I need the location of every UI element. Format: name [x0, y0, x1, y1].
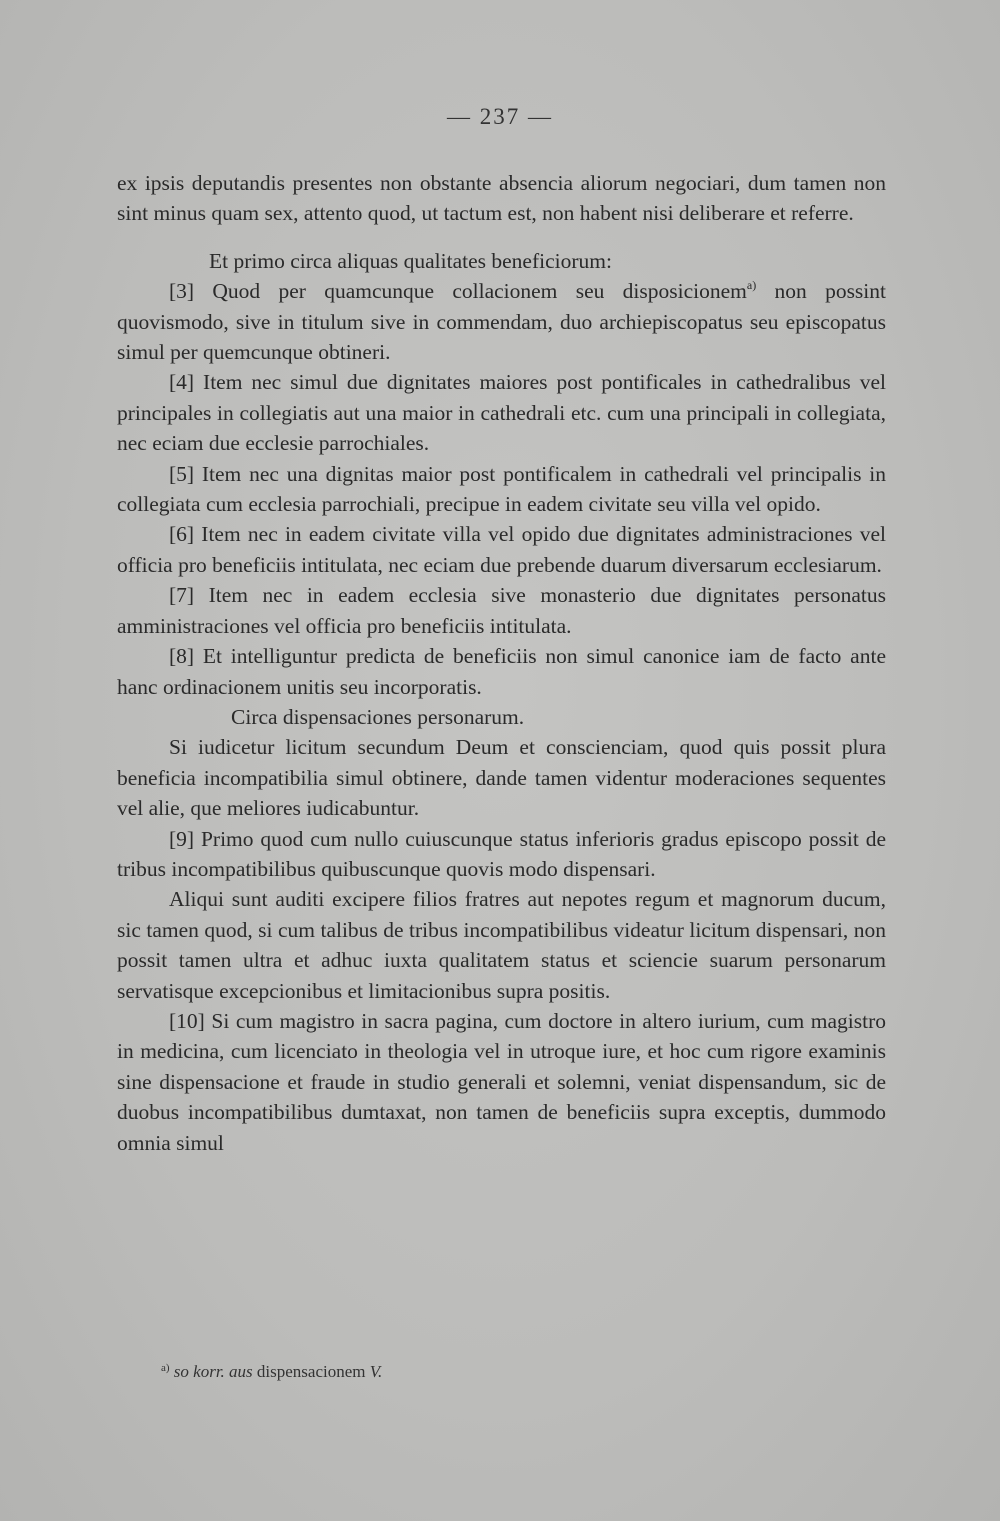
paragraph-7 [117, 580, 886, 641]
paragraph-number: [10] [169, 1008, 205, 1033]
footnote-italic: V. [369, 1362, 383, 1381]
page-number: — 237 — [447, 104, 553, 129]
paragraph-9 [117, 824, 886, 885]
paragraph-text: Primo quod cum nullo cuiuscunque status inferioris gradus episcopo possit de tribus incompatibilibus quibuscunque quovis modo dispensari. [117, 826, 886, 881]
paragraph-text: Item nec simul due dignitates maiores post pontificales in cathedralibus vel principales in collegiatis aut una maior in cathedrali etc. cum una principali in collegiata, nec eciam due ecclesie parrochiales. [117, 370, 886, 456]
section-heading: Circa dispensaciones personarum. [231, 704, 525, 729]
footnote-reference: a) [746, 278, 757, 293]
paragraph-number: [9] [169, 826, 195, 851]
paragraph-number: [8] [169, 644, 195, 669]
paragraph-number: [6] [169, 522, 195, 547]
body-text [117, 168, 886, 1158]
paragraph-text: Si cum magistro in sacra pagina, cum doctore in altero iurium, cum magistro in medicina, cum licenciato in theologia vel in utroque iure, et hoc cum rigore examinis sine dispensacione et fraude in studio generali et solemni, veniat dispensandum, sic de duobus incompatibilibus dumtaxat, non tamen de beneficiis supra exceptis, dummodo omnia simul [117, 1008, 886, 1155]
paragraph-text: non possint quovismodo, sive in titulum sive in commendam, duo archiepiscopatus seu episcopatus simul per quemcunque obtineri. [117, 279, 886, 365]
paragraph-6 [117, 519, 886, 580]
paragraph-text: Item nec in eadem ecclesia sive monasterio due dignitates personatus amministraciones vel officia pro beneficiis intitulata. [117, 583, 886, 638]
paragraph-aliqui: Aliqui sunt auditi excipere filios fratres aut nepotes regum et magnorum ducum, sic tamen quod, si cum talibus de tribus incompatibilibus videatur licitum dispensari, non possit tamen ultra et adhuc iuxta qualitatem status et sciencie suarum personarum servatisque excepcionibus et limitacionibus supra positis. [117, 887, 886, 1003]
paragraph-number: [3] [169, 279, 195, 304]
footnote-mark: a) [161, 1362, 170, 1374]
paragraph-4 [117, 367, 886, 458]
paragraph-number: [5] [169, 461, 195, 486]
paragraph-text: Item nec in eadem civitate villa vel opido due dignitates administraciones vel officia pro beneficiis intitulata, nec eciam due prebende duarum diversarum ecclesiarum. [117, 522, 886, 577]
paragraph-text: Et intelliguntur predicta de beneficiis non simul canonice iam de facto ante hanc ordinacionem unitis seu incorporatis. [117, 644, 886, 699]
paragraph-3 [117, 276, 886, 367]
paragraph-text: Quod per quamcunque collacionem seu disposicionem [194, 279, 747, 304]
paragraph-number: [7] [169, 583, 195, 608]
paragraph-intro: Si iudicetur licitum secundum Deum et conscienciam, quod quis possit plura beneficia incompatibilia simul obtinere, dande tamen videntur moderaciones sequentes vel alie, que meliores iudicabuntur. [117, 735, 886, 821]
paragraph-text: Item nec una dignitas maior post pontificalem in cathedrali vel principalis in collegiata cum ecclesia parrochiali, precipue in eadem civitate seu villa vel opido. [117, 461, 886, 517]
paragraph-number: [4] [169, 370, 195, 395]
footnote-text: dispensacionem [252, 1362, 370, 1381]
paragraph-10 [117, 1006, 886, 1158]
footnote-italic: so korr. aus [173, 1362, 253, 1381]
footnote [161, 1362, 861, 1382]
paragraph-5 [117, 459, 886, 520]
paragraph-section-intro: Et primo circa aliquas qualitates beneficiorum: [209, 248, 612, 273]
paragraph-continuation: ex ipsis deputandis presentes non obstante absencia aliorum negociari, dum tamen non sint minus quam sex, attento quod, ut tactum est, non habent nisi deliberare et referre. [117, 171, 886, 226]
paragraph-8 [117, 641, 886, 702]
